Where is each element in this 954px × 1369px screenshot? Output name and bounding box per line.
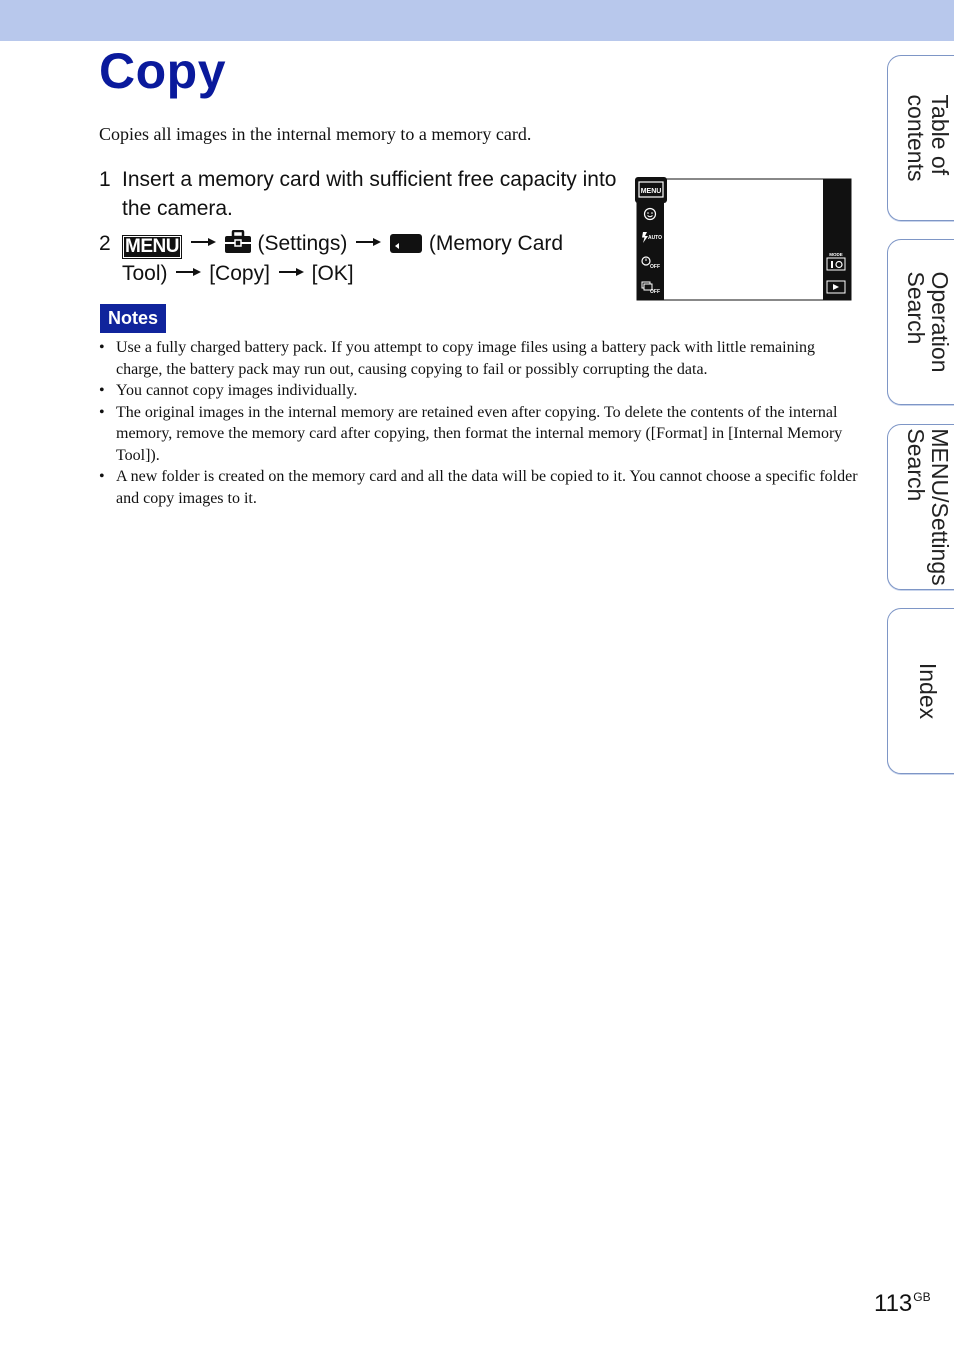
- arrow-right-icon: [278, 267, 304, 277]
- menu-icon: [635, 177, 667, 203]
- svg-text:OFF: OFF: [650, 289, 660, 295]
- toolbox-settings-icon: [224, 230, 252, 254]
- settings-text: (Settings): [257, 232, 348, 255]
- step-number: 2: [99, 232, 111, 255]
- tab-index[interactable]: Index: [887, 608, 954, 774]
- memory-card-text: (Memory Card: [428, 232, 564, 255]
- memory-card-tool-icon: [389, 232, 423, 254]
- tab-operation-search[interactable]: Operation Search: [887, 239, 954, 405]
- step-instructions: [122, 229, 617, 288]
- intro-text: Copies all images in the internal memory to a memory card.: [99, 124, 532, 144]
- menu-button-icon: MENU: [122, 235, 182, 259]
- page-number: $113^{GB}$: [874, 1290, 931, 1317]
- step-text: Insert a memory card with sufficient free capacity into the camera.: [122, 168, 617, 220]
- tab-table-of-contents[interactable]: Table of contents: [887, 55, 954, 221]
- list-item: • You cannot copy images individually.: [99, 382, 358, 399]
- notes-badge: Notes: [100, 304, 166, 333]
- top-band: [0, 0, 954, 41]
- arrow-right-icon: [190, 237, 216, 247]
- tool-text: Tool): [122, 262, 168, 285]
- ok-text: [OK]: [311, 262, 354, 285]
- page-title: Copy: [99, 43, 226, 99]
- list-item: • A new folder is created on the memory card and all the data will be copied to it. You cannot choose a specific folder and copy images to it.: [99, 468, 858, 507]
- svg-text:MENU: MENU: [640, 188, 662, 195]
- step-1: [99, 165, 619, 225]
- arrow-right-icon: [175, 267, 201, 277]
- step-number: 1: [99, 168, 111, 191]
- svg-text:AUTO: AUTO: [647, 235, 663, 241]
- copy-text: [Copy]: [209, 262, 270, 285]
- svg-text:MODE: MODE: [829, 252, 843, 257]
- notes-list: [99, 337, 859, 509]
- camera-screen-illustration: [634, 175, 852, 301]
- list-item: • The original images in the internal memory are retained even after copying. To delete the contents of the internal memory, remove the memory card after copying, then format the internal memory ([Format] in [Internal Memory Tool]).: [99, 403, 843, 464]
- step-2: [99, 229, 619, 291]
- arrow-right-icon: [355, 237, 381, 247]
- svg-text:OFF: OFF: [650, 264, 660, 270]
- tab-menu-settings-search[interactable]: MENU/Settings Search: [887, 424, 954, 590]
- list-item: • Use a fully charged battery pack. If you attempt to copy image files using a battery pack with little remaining charge, the battery pack may run out, causing copying to fail or possibly corrupting the data.: [99, 339, 816, 378]
